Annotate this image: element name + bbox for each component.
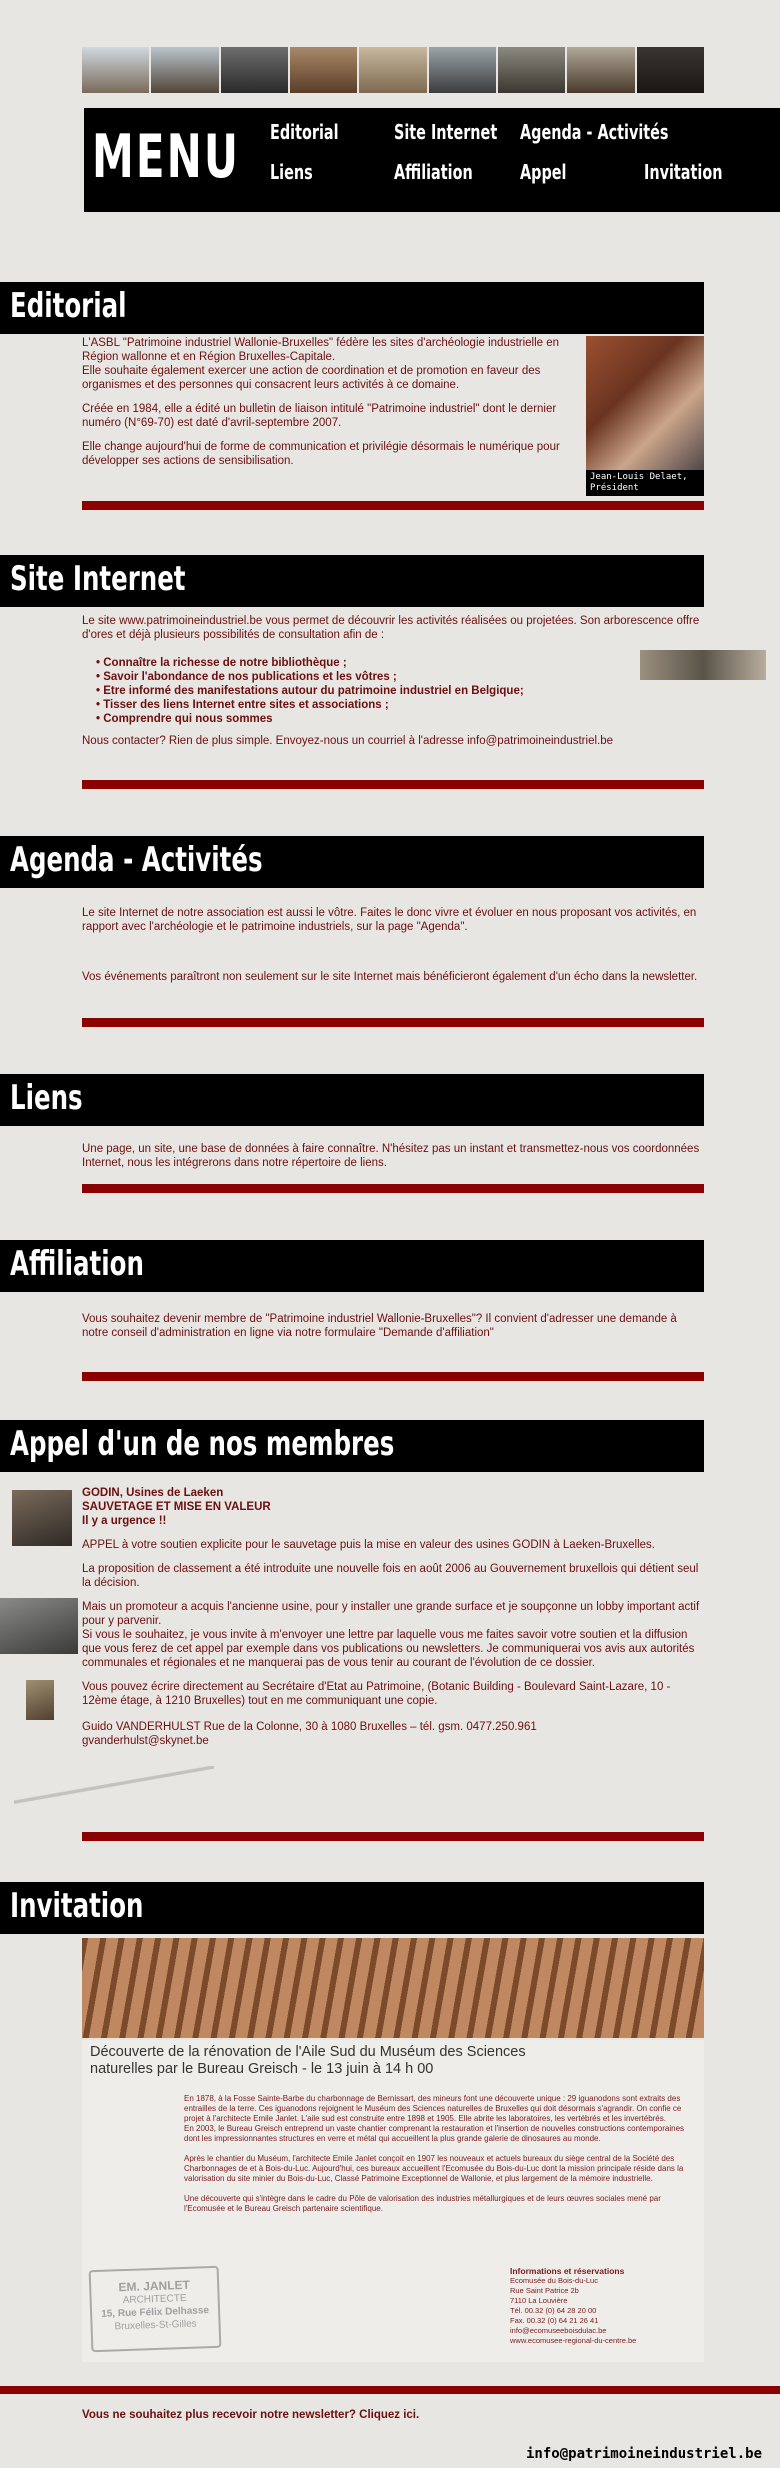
architect-stamp [89, 2266, 222, 2352]
info-line: Ecomusée du Bois-du-Luc [510, 2276, 598, 2285]
thumbnail-image [82, 47, 149, 93]
appel-photo [12, 1490, 72, 1546]
appel-heading: SAUVETAGE ET MISE EN VALEUR [82, 1501, 271, 1513]
president-caption: Jean-Louis Delaet, Président [586, 470, 704, 496]
site-bullet-list [96, 656, 616, 726]
list-item: • Comprendre qui nous sommes [96, 712, 616, 726]
section-title-editorial: Editorial [10, 286, 127, 326]
thumbnail-image [498, 47, 565, 93]
section-title-agenda: Agenda - Activités [10, 840, 263, 880]
invitation-info-box [510, 2266, 700, 2346]
invitation-paragraph: Après le chantier du Muséum, l'architecte Emile Janlet conçoit en 1907 les nouveaux et actuels bureaux du siège central de la Société des Charbonnages de et à Bois-du-Luc. Aujourd'hui, ces bureaux accueillent l'Ecomusée du Bois-du-Luc dont la mission principale réside dans la valorisation du site minier du Bois-du-Luc, Classé Patrimoine Exceptionnel de Wallonie, et plus largement de la mémoire industrielle. [184, 2154, 684, 2183]
invitation-paragraph: En 1878, à la Fosse Sainte-Barbe du charbonnage de Bernissart, des mineurs font une découverte unique : 29 iguanodons sont extraits des entrailles de la terre. Ces iguanodons rejoignent le Muséum des Sciences naturelles de Bruxelles qui doit désormais s'agrandir. On confie ce projet à l'architecte Emile Janlet. L'aile sud est construite entre 1898 et 1905. Elle abrite les laboratoires, les vertébrés et les invertébrés. [184, 2094, 682, 2123]
editorial-paragraph: L'ASBL "Patrimoine industriel Wallonie-Bruxelles" fédère les sites d'archéologie industrielle en Région wallonne et en Région Bruxelles-Capitale. [82, 337, 560, 363]
section-divider [82, 1832, 704, 1841]
appel-signature: Guido VANDERHULST Rue de la Colonne, 30 à 1080 Bruxelles – tél. gsm. 0477.250.961 [82, 1721, 537, 1733]
info-email[interactable]: info@ecomuseeboisdulac.be [510, 2326, 607, 2335]
invitation-banner-image [82, 1938, 704, 2038]
appel-text [82, 1486, 704, 1748]
section-title-liens: Liens [10, 1078, 83, 1118]
president-photo [586, 336, 704, 496]
info-line: Rue Saint Patrice 2b [510, 2286, 579, 2295]
menu-link-invitation[interactable]: Invitation [644, 160, 723, 184]
info-website[interactable]: www.ecomusee-regional-du-centre.be [510, 2336, 637, 2345]
appel-paragraph: Vous pouvez écrire directement au Secrétaire d'Etat au Patrimoine, (Botanic Building - Boulevard Saint-Lazare, 10 - 12ème étage, à 1210 Bruxelles) tout en me communiquant une copie. [82, 1681, 671, 1707]
invitation-paragraph: En 2003, le Bureau Greisch entreprend un vaste chantier comprenant la restauration et l'insertion de nouvelles constructions contemporaines dont les impressionnantes structures en verre et métal qui accueillent la plus grande galerie de dinosaures au monde. [184, 2124, 685, 2143]
thumbnail-image [567, 47, 634, 93]
section-title-appel: Appel d'un de nos membres [10, 1424, 395, 1464]
appel-email[interactable]: gvanderhulst@skynet.be [82, 1735, 209, 1747]
footer-divider [0, 2386, 780, 2394]
thumbnail-image [359, 47, 426, 93]
agenda-paragraph: Le site Internet de notre association est aussi le vôtre. Faites le donc vivre et évoluer en nous proposant vos activités, en rapport avec l'archéologie et le patrimoine industriels, sur la page "Agenda". [82, 907, 697, 933]
section-divider [82, 501, 704, 510]
menu-link-appel[interactable]: Appel [520, 160, 567, 184]
header-thumbnails [82, 47, 704, 93]
stamp-line: Bruxelles-St-Gilles [114, 2318, 197, 2333]
menu-link-site-internet[interactable]: Site Internet [394, 120, 498, 144]
editorial-paragraph: Elle change aujourd'hui de forme de communication et privilégie désormais le numérique pour développer ses actions de sensibilisation. [82, 441, 560, 467]
section-title-affiliation: Affiliation [10, 1244, 144, 1284]
site-intro: Le site www.patrimoineindustriel.be vous permet de découvrir les activités réalisées ou projetées. Son arborescence offre d'ores et déjà plusieurs possibilités de consultation afin de : [82, 615, 700, 641]
thumbnail-image [151, 47, 218, 93]
info-line: Fax. 00.32 (0) 64 21 26 41 [510, 2316, 599, 2325]
appel-heading: GODIN, Usines de Laeken [82, 1487, 224, 1499]
appel-heading: Il y a urgence !! [82, 1515, 167, 1527]
site-screenshot-image [640, 650, 766, 680]
invitation-paragraph: Une découverte qui s'intègre dans le cadre du Pôle de valorisation des industries métallurgiques et de leurs œuvres sociales mené par l'Ecomusée et le Bureau Greisch partenaire scientifique. [184, 2194, 661, 2213]
editorial-paragraph: Créée en 1984, elle a édité un bulletin de liaison intitulé "Patrimoine industriel" dont le dernier numéro (N°69-70) est daté d'avril-septembre 2007. [82, 403, 557, 429]
thumbnail-image [429, 47, 496, 93]
menu-link-affiliation[interactable]: Affiliation [394, 160, 473, 184]
list-item: • Connaître la richesse de notre bibliothèque ; [96, 656, 616, 670]
site-contact[interactable]: Nous contacter? Rien de plus simple. Envoyez-nous un courriel à l'adresse info@patrimoineindustriel.be [82, 735, 614, 747]
invitation-heading-line: naturelles par le Bureau Greisch - le 13 juin à 14 h 00 [90, 2061, 434, 2077]
liens-paragraph: Une page, un site, une base de données à faire connaître. N'hésitez pas un instant et transmettez-nous vos coordonnées Internet, nous les intégrerons dans notre répertoire de liens. [82, 1143, 700, 1169]
appel-sketch-image [14, 1766, 214, 1816]
section-divider [82, 1184, 704, 1193]
affiliation-paragraph: Vous souhaitez devenir membre de "Patrimoine industriel Wallonie-Bruxelles"? Il convient d'adresser une demande à notre conseil d'administration en ligne via notre formulaire "Demande d'affiliation" [82, 1313, 677, 1339]
section-divider [82, 1018, 704, 1027]
menu-link-liens[interactable]: Liens [270, 160, 313, 184]
appel-paragraph: APPEL à votre soutien explicite pour le sauvetage puis la mise en valeur des usines GODIN à Laeken-Bruxelles. [82, 1539, 655, 1551]
appel-photo [26, 1680, 54, 1720]
invitation-heading-line: Découverte de la rénovation de l'Aile Sud du Muséum des Sciences [90, 2044, 526, 2060]
stamp-line: 15, Rue Félix Delhasse [101, 2305, 210, 2320]
info-title: Informations et réservations [510, 2266, 625, 2276]
section-header-liens [0, 1074, 704, 1126]
thumbnail-image [637, 47, 704, 93]
section-divider [82, 1372, 704, 1381]
invitation-text [184, 2094, 696, 2214]
unsubscribe-link[interactable]: Vous ne souhaitez plus recevoir notre newsletter? Cliquez ici. [82, 2409, 420, 2421]
thumbnail-image [290, 47, 357, 93]
list-item: • Etre informé des manifestations autour du patrimoine industriel en Belgique; [96, 684, 616, 698]
appel-paragraph: Si vous le souhaitez, je vous invite à m'envoyer une lettre par laquelle vous me faites savoir votre soutien et la diffusion que vous ferez de cet appel par exemple dans vos publications ou newsletters. Je communiquerai vos avis aux autorités communales et régionales et ne manquerai pas de vous tenir au courant de l'évolution de ce dossier. [82, 1629, 695, 1669]
editorial-text [82, 336, 577, 468]
appel-photo [0, 1598, 78, 1654]
invitation-heading [90, 2044, 650, 2078]
info-line: Tél. 00.32 (0) 64 28 20 00 [510, 2306, 597, 2315]
appel-paragraph: Mais un promoteur a acquis l'ancienne usine, pour y installer une grande surface et je soupçonne un lobby important actif pour y parvenir. [82, 1601, 700, 1627]
menu-link-editorial[interactable]: Editorial [270, 120, 339, 144]
menu-link-agenda[interactable]: Agenda - Activités [520, 120, 669, 144]
stamp-line: EM. JANLET [118, 2277, 191, 2295]
section-title-site-internet: Site Internet [10, 559, 186, 599]
editorial-paragraph: Elle souhaite également exercer une action de coordination et de promotion en faveur des organismes et des personnes qui consacrent leurs activités à ce domaine. [82, 365, 541, 391]
agenda-paragraph: Vos événements paraîtront non seulement sur le site Internet mais bénéficieront également d'un écho dans la newsletter. [82, 971, 698, 983]
list-item: • Savoir l'abondance de nos publications et les vôtres ; [96, 670, 616, 684]
stamp-line: ARCHITECTE [122, 2292, 187, 2307]
info-line: 7110 La Louvière [510, 2296, 568, 2305]
menu-title: MENU [92, 122, 241, 192]
list-item: • Tisser des liens Internet entre sites et associations ; [96, 698, 616, 712]
footer-email[interactable]: info@patrimoineindustriel.be [526, 2446, 763, 2462]
appel-paragraph: La proposition de classement a été introduite une nouvelle fois en août 2006 au Gouvernement bruxellois qui détient seul la décision. [82, 1563, 699, 1589]
section-divider [82, 780, 704, 789]
thumbnail-image [221, 47, 288, 93]
section-title-invitation: Invitation [10, 1886, 144, 1926]
